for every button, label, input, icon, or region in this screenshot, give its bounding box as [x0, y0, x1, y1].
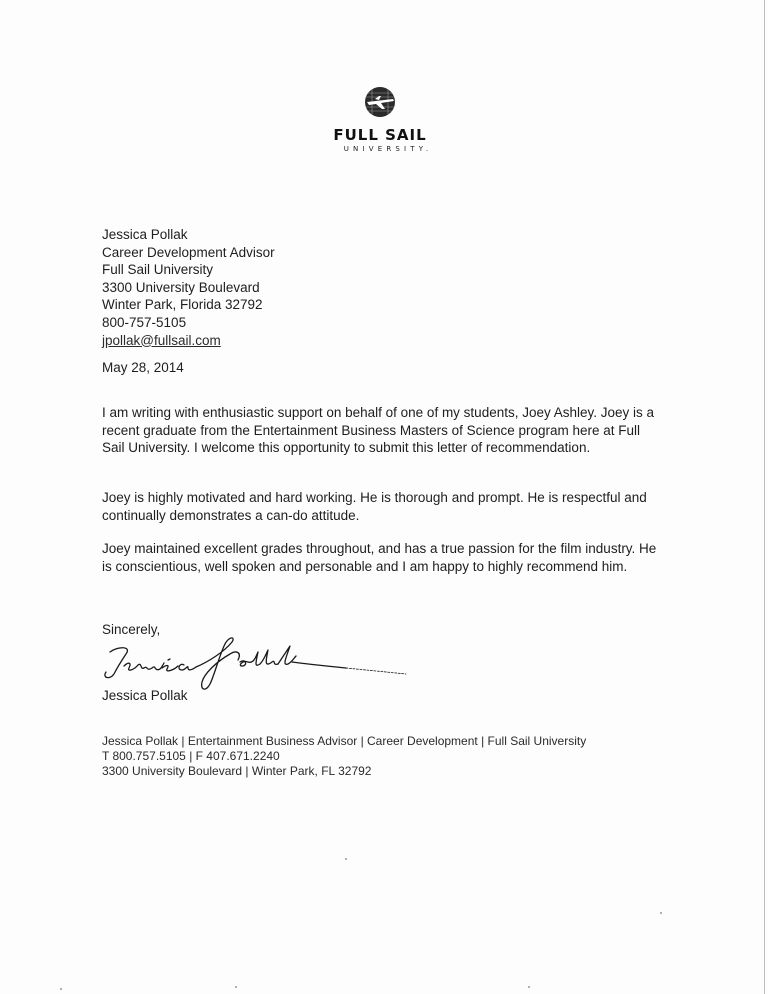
sender-organization: Full Sail University — [102, 262, 214, 278]
signature-name: Jessica Pollak — [102, 688, 188, 703]
sender-phone: 800-757-5105 — [102, 314, 187, 330]
letter-date: May 28, 2014 — [102, 360, 184, 375]
body-paragraph-3: Joey maintained excellent grades throughout, and has a true passion for the film industry. He is conscientious, well spoken and personable and I am happy to highly recommend him. — [102, 541, 657, 574]
footer-line-3: 3300 University Boulevard | Winter Park, FL 32792 — [102, 764, 372, 778]
sender-email-link[interactable]: jpollak@fullsail.com — [102, 332, 221, 348]
university-logo — [300, 85, 460, 153]
page-edge-line — [764, 0, 765, 994]
logo-wordmark: FULL SAIL — [333, 126, 427, 144]
footer-line-2: T 800.757.5105 | F 407.671.2240 — [102, 749, 280, 763]
scan-speck — [235, 986, 237, 988]
scan-speck — [660, 912, 662, 914]
body-paragraph-2: Joey is highly motivated and hard working. He is thorough and prompt. He is respectful and continually demonstrates a can-do attitude. — [102, 490, 647, 523]
globe-plane-icon — [363, 85, 397, 119]
scan-speck — [60, 988, 62, 990]
scan-speck — [528, 986, 530, 988]
closing-salutation: Sincerely, — [102, 622, 161, 637]
footer-line-1: Jessica Pollak | Entertainment Business Advisor | Career Development | Full Sail University — [102, 734, 587, 748]
scan-speck — [345, 858, 347, 860]
sender-address-block — [102, 226, 275, 349]
sender-name: Jessica Pollak — [102, 227, 188, 242]
sender-city: Winter Park, Florida 32792 — [102, 297, 263, 313]
footer-contact-block — [102, 734, 586, 779]
body-paragraph-1: I am writing with enthusiastic support on behalf of one of my students, Joey Ashley. Joey is a recent graduate from the Entertainment Business Masters of Science program here at Full Sail University. I welcome this opportunity to submit this letter of recommendation. — [102, 405, 655, 456]
sender-street: 3300 University Boulevard — [102, 279, 260, 295]
sender-title: Career Development Advisor — [102, 244, 275, 260]
logo-subtitle: UNIVERSITY. — [343, 145, 433, 153]
